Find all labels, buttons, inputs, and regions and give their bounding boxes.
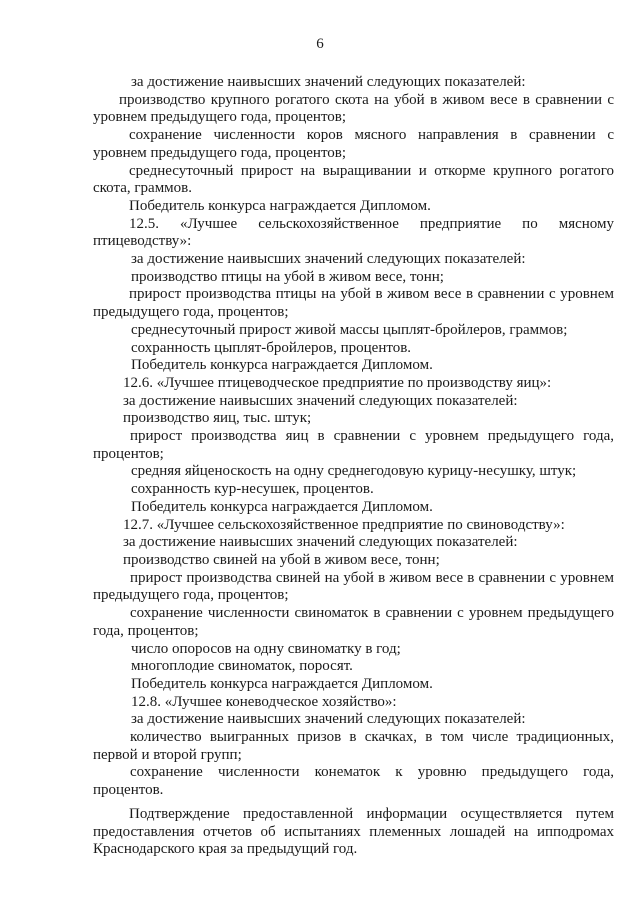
indicator-item: прирост производства птицы на убой в живом весе в сравнении с уровнем предыдущего года, процентов;	[93, 286, 614, 321]
page-number: 6	[316, 36, 324, 52]
indicator-item: многоплодие свиноматок, поросят.	[131, 658, 353, 675]
indicator-item: сохранение численности свиноматок в сравнении с уровнем предыдущего года, процентов;	[93, 605, 614, 639]
document-body	[93, 74, 614, 859]
indicator-item: производство птицы на убой в живом весе, тонн;	[131, 268, 444, 285]
award-note: Победитель конкурса награждается Дипломом.	[131, 357, 433, 374]
indicator-item: число опоросов на одну свиноматку в год;	[131, 640, 401, 657]
section-heading: 12.7. «Лучшее сельскохозяйственное предприятие по свиноводству»:	[123, 516, 565, 533]
criteria-intro: за достижение наивысших значений следующих показателей:	[131, 251, 526, 268]
indicator-item: производство свиней на убой в живом весе, тонн;	[123, 551, 440, 568]
indicator-item: сохранение численности коров мясного направления в сравнении с уровнем предыдущего года, процентов;	[93, 127, 614, 161]
indicator-item: среднесуточный прирост живой массы цыплят-бройлеров, граммов;	[131, 321, 568, 338]
closing-paragraph: Подтверждение предоставленной информации осуществляется путем предоставления отчетов об испытаниях племенных лошадей на ипподромах Краснодарского края за предыдущий год.	[93, 805, 614, 858]
section-heading: 12.6. «Лучшее птицеводческое предприятие по производству яиц»:	[123, 374, 552, 391]
section-heading: 12.5. «Лучшее сельскохозяйственное предприятие по мясному птицеводству»:	[93, 215, 614, 250]
indicator-item: сохранность цыплят-бройлеров, процентов.	[131, 339, 412, 356]
indicator-item: средняя яйценоскость на одну среднегодовую курицу-несушку, штук;	[131, 463, 577, 480]
indicator-item: производство крупного рогатого скота на убой в живом весе в сравнении с уровнем предыдущего года, процентов;	[93, 91, 614, 126]
award-note: Победитель конкурса награждается Дипломом.	[131, 498, 433, 515]
indicator-item: производство яиц, тыс. штук;	[123, 410, 312, 427]
indicator-item: сохранение численности конематок к уровню предыдущего года, процентов.	[93, 764, 614, 799]
award-note: Победитель конкурса награждается Дипломом.	[131, 675, 433, 692]
indicator-item: сохранность кур-несушек, процентов.	[131, 481, 374, 498]
section-heading: 12.8. «Лучшее коневодческое хозяйство»:	[131, 693, 397, 710]
indicator-item: прирост производства свиней на убой в живом весе в сравнении с уровнем предыдущего года, процентов;	[93, 569, 614, 604]
award-note: Победитель конкурса награждается Дипломом.	[129, 197, 431, 214]
criteria-intro: за достижение наивысших значений следующих показателей:	[131, 711, 526, 728]
indicator-item: прирост производства яиц в сравнении с уровнем предыдущего года, процентов;	[93, 428, 614, 462]
criteria-intro: за достижение наивысших значений следующих показателей:	[123, 534, 518, 551]
criteria-intro: за достижение наивысших значений следующих показателей:	[123, 392, 518, 409]
indicator-item: количество выигранных призов в скачках, в том числе традиционных, первой и второй групп;	[93, 729, 614, 763]
criteria-intro: за достижение наивысших значений следующих показателей:	[131, 74, 526, 90]
indicator-item: среднесуточный прирост на выращивании и откорме крупного рогатого скота, граммов.	[93, 162, 614, 197]
